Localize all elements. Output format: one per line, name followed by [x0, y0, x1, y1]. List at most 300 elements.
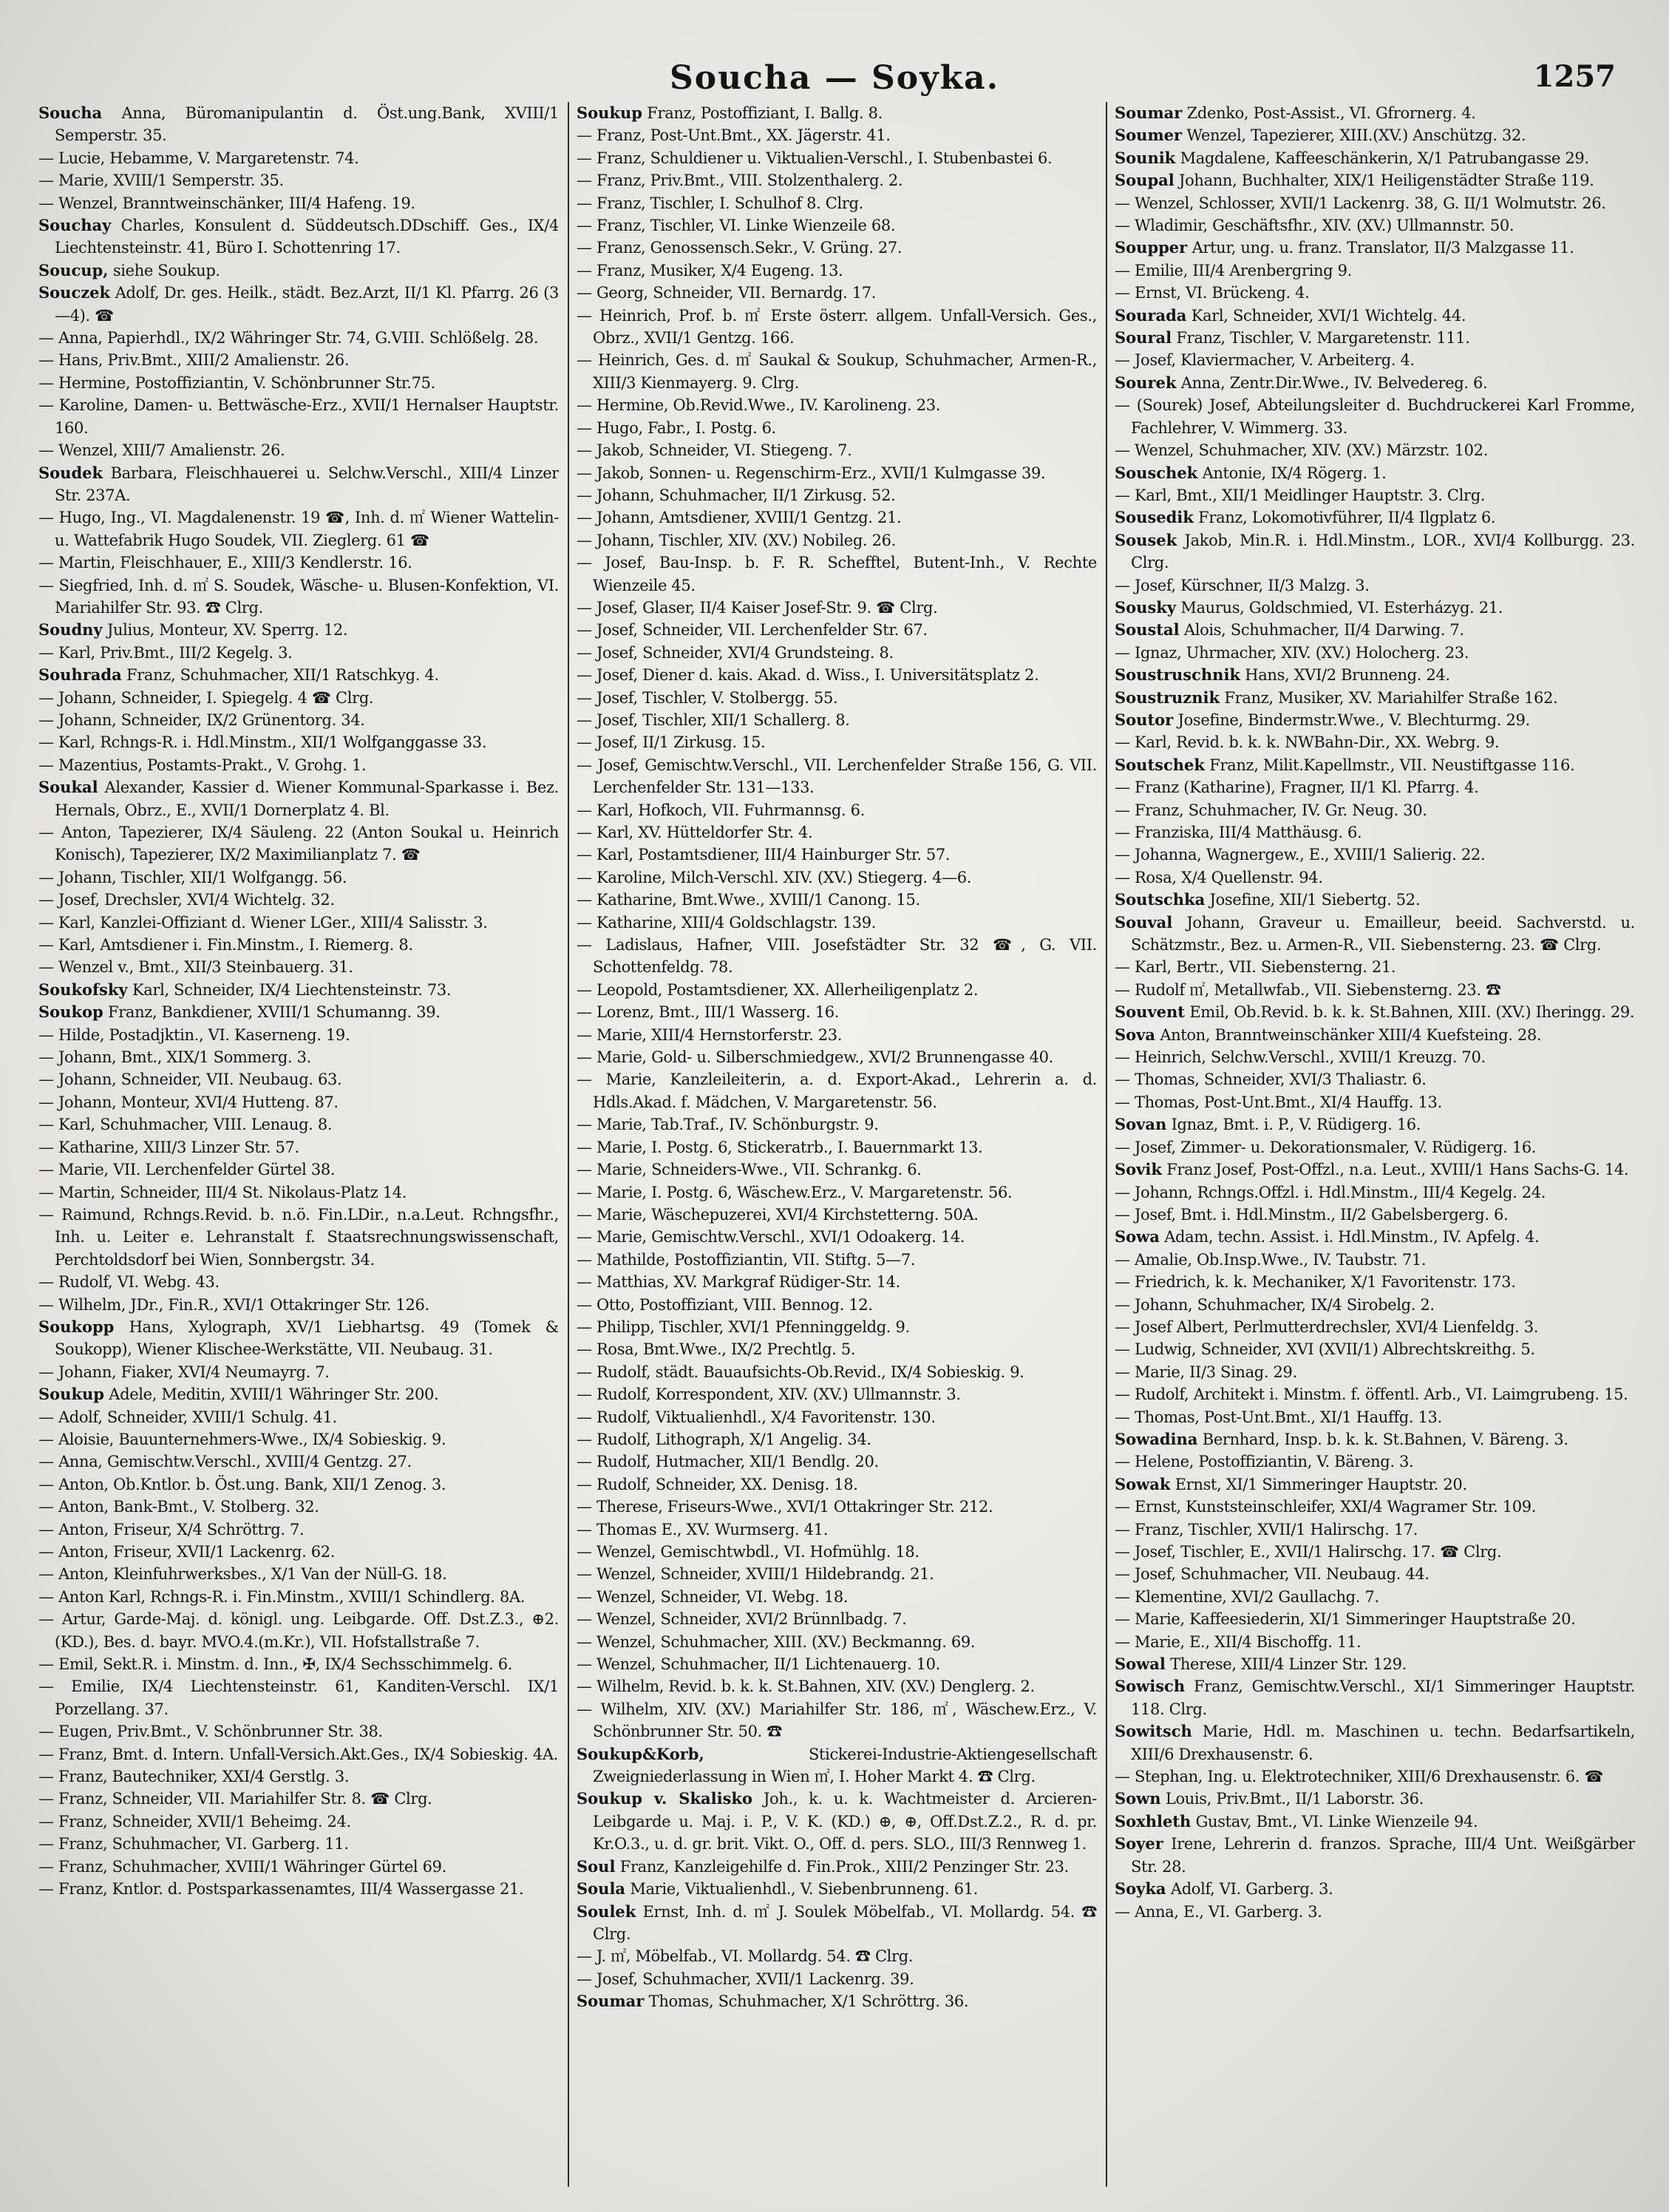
- directory-entry: [1115, 1136, 1635, 1158]
- directory-entry: [577, 1856, 1097, 1878]
- entry-details: — Franz, Schuhmacher, IV. Gr. Neug. 30.: [1115, 801, 1427, 819]
- entry-details: — Anton, Kleinfuhrwerksbes., X/1 Van der Nüll-G. 18.: [38, 1565, 447, 1584]
- directory-entry: [38, 349, 559, 371]
- entry-details: — Aloisie, Bauunternehmers-Wwe., IX/4 Sobieskig. 9.: [38, 1430, 446, 1448]
- entry-details: — Johann, Schneider, IX/2 Grünentorg. 34.: [38, 710, 365, 729]
- entry-details: Adolf, VI. Garberg. 3.: [1170, 1880, 1333, 1899]
- entry-details: — Johann, Schuhmacher, IX/4 Sirobelg. 2.: [1115, 1295, 1435, 1314]
- entry-details: — Anton, Bank-Bmt., V. Stolberg. 32.: [38, 1498, 319, 1516]
- directory-entry: [1115, 1653, 1635, 1675]
- directory-entry: [1115, 1113, 1635, 1136]
- page-number: 1257: [1533, 59, 1616, 94]
- entry-details: Franz, Kanzleigehilfe d. Fin.Prok., XIII/2 Penzinger Str. 23.: [619, 1857, 1069, 1876]
- directory-entry: [38, 1181, 559, 1204]
- entry-details: Therese, XIII/4 Linzer Str. 129.: [1170, 1655, 1407, 1674]
- directory-entry: [38, 1024, 559, 1046]
- directory-entry: [577, 1541, 1097, 1563]
- directory-entry: [38, 1653, 559, 1675]
- entry-details: Hans, Xylograph, XV/1 Liebhartsg. 49 (Tomek & Soukopp), Wiener Klischee-Werkstätte, VII. Neubaug. 31.: [55, 1317, 559, 1359]
- directory-entry: [577, 305, 1097, 350]
- directory-entry: [577, 1608, 1097, 1630]
- entry-details: — Lorenz, Bmt., III/1 Wasserg. 16.: [577, 1003, 840, 1022]
- entry-surname: Soul: [577, 1856, 616, 1876]
- entry-surname: Soyka: [1115, 1879, 1166, 1899]
- directory-entry: [38, 372, 559, 394]
- directory-entry: [1115, 1473, 1635, 1496]
- entry-surname: Sowadina: [1115, 1429, 1198, 1448]
- entry-details: — Franz, Priv.Bmt., VIII. Stolzenthalerg. 2.: [577, 172, 903, 190]
- entry-details: — Johann, Fiaker, XVI/4 Neumayrg. 7.: [38, 1363, 330, 1381]
- entry-details: — Anton Karl, Rchngs-R. i. Fin.Minstm., XVIII/1 Schindlerg. 8A.: [38, 1587, 526, 1606]
- directory-entry: [1115, 1788, 1635, 1810]
- directory-entry: [577, 1383, 1097, 1405]
- entry-details: — Josef, Tischler, E., XVII/1 Halirschg. 17. ☎ Clrg.: [1115, 1543, 1502, 1561]
- directory-entry: [577, 349, 1097, 394]
- entry-surname: Soupal: [1115, 171, 1175, 190]
- entry-details: — Eugen, Priv.Bmt., V. Schönbrunner Str. 38.: [38, 1723, 383, 1741]
- directory-entry: [38, 1113, 559, 1136]
- directory-entry: [38, 866, 559, 889]
- entry-surname: Sowal: [1115, 1655, 1166, 1674]
- directory-entry: [577, 1068, 1097, 1113]
- entry-details: — Franz, Bautechniker, XXI/4 Gerstlg. 3.: [38, 1768, 350, 1786]
- directory-entry: [38, 1811, 559, 1833]
- entry-details: Karl, Schneider, XVI/1 Wichtelg. 44.: [1191, 306, 1466, 325]
- entry-details: — Rudolf, Korrespondent, XIV. (XV.) Ullmannstr. 3.: [577, 1385, 961, 1404]
- entry-surname: Sousky: [1115, 597, 1177, 617]
- directory-entry: [577, 1990, 1097, 2012]
- directory-entry: [1115, 1675, 1635, 1720]
- entry-details: — Heinrich, Ges. d. ㎡ Saukal & Soukup, Schuhmacher, Armen-R., XIII/3 Kienmayerg. 9. Clrg.: [577, 351, 1097, 392]
- entry-details: — Hugo, Ing., VI. Magdalenenstr. 19 ☎, Inh. d. ㎡ Wiener Wattelin- u. Wattefabrik Hugo Soudek, VII. Zieglerg. 61 ☎: [38, 509, 559, 549]
- entry-surname: Souchay: [38, 216, 112, 235]
- entry-details: Gustav, Bmt., VI. Linke Wienzeile 94.: [1195, 1812, 1478, 1831]
- directory-entry: [1115, 1720, 1635, 1765]
- entry-details: — Anna, E., VI. Garberg. 3.: [1115, 1902, 1322, 1921]
- entry-details: — Jakob, Schneider, VI. Stiegeng. 7.: [577, 441, 852, 460]
- directory-entry: [1115, 1204, 1635, 1226]
- directory-entry: [577, 1563, 1097, 1585]
- directory-entry: [577, 1945, 1097, 1967]
- entry-details: — Karl, Kanzlei-Offiziant d. Wiener LGer., XIII/4 Salisstr. 3.: [38, 913, 488, 932]
- directory-entry: [577, 1473, 1097, 1496]
- directory-entry: [38, 1541, 559, 1563]
- entry-details: — Karl, Revid. b. k. k. NWBahn-Dir., XX. Webrg. 9.: [1115, 733, 1500, 752]
- entry-details: — Marie, Schneiders-Wwe., VII. Schrankg. 6.: [577, 1161, 922, 1179]
- directory-entry: [38, 102, 559, 147]
- entry-details: — Marie, XVIII/1 Semperstr. 35.: [38, 172, 284, 190]
- directory-entry: [38, 912, 559, 934]
- directory-entry: [577, 484, 1097, 506]
- entry-surname: Soukopp: [38, 1317, 115, 1336]
- directory-entry: [577, 1158, 1097, 1181]
- directory-entry: [38, 552, 559, 574]
- entry-details: — Franz, Musiker, X/4 Eugeng. 13.: [577, 261, 843, 279]
- directory-entry: [1115, 192, 1635, 214]
- entry-details: — Johann, Rchngs.Offzl. i. Hdl.Minstm., III/4 Kegelg. 24.: [1115, 1183, 1546, 1201]
- entry-details: siehe Soukup.: [112, 261, 220, 279]
- entry-details: — Ludwig, Schneider, XVI (XVII/1) Albrechtskreithg. 5.: [1115, 1340, 1535, 1359]
- directory-entry: [577, 1271, 1097, 1293]
- entry-details: — Josef, Gemischtw.Verschl., VII. Lerchenfelder Straße 156, G. VII. Lerchenfelder Str. 131—133.: [577, 756, 1097, 797]
- entry-details: — Wenzel v., Bmt., XII/3 Steinbauerg. 31.: [38, 958, 353, 977]
- directory-entry: [38, 664, 559, 686]
- entry-details: — Amalie, Ob.Insp.Wwe., IV. Taubstr. 71.: [1115, 1250, 1427, 1269]
- directory-entry: [1115, 1406, 1635, 1428]
- entry-surname: Soucup,: [38, 260, 109, 279]
- entry-surname: Sowa: [1115, 1227, 1160, 1246]
- directory-entry: [1115, 1811, 1635, 1833]
- directory-entry: [577, 731, 1097, 753]
- entry-details: — Karl, Bmt., XII/1 Meidlinger Hauptstr. 3. Clrg.: [1115, 486, 1486, 504]
- entry-surname: Souhrada: [38, 665, 122, 685]
- directory-entry: [577, 1181, 1097, 1204]
- entry-details: Franz, Tischler, V. Margaretenstr. 111.: [1176, 329, 1470, 347]
- entry-surname: Soukup&Korb,: [577, 1744, 704, 1763]
- entry-details: — Marie, Gold- u. Silberschmiedgew., XVI/2 Brunnengasse 40.: [577, 1048, 1054, 1067]
- directory-entry: [577, 1001, 1097, 1023]
- entry-details: — Matthias, XV. Markgraf Rüdiger-Str. 14.: [577, 1273, 900, 1292]
- entry-details: — Wenzel, Schuhmacher, XIII. (XV.) Beckmanng. 69.: [577, 1632, 976, 1651]
- directory-entry: [1115, 979, 1635, 1001]
- entry-details: — Wenzel, Gemischtwbdl., VI. Hofmühlg. 18.: [577, 1543, 920, 1561]
- entry-details: — Leopold, Postamtsdiener, XX. Allerheiligenplatz 2.: [577, 980, 979, 999]
- page-header: [44, 49, 1625, 101]
- directory-entry: [38, 1496, 559, 1518]
- directory-entry: [577, 552, 1097, 597]
- entry-details: Hans, XVI/2 Brunneng. 24.: [1245, 666, 1450, 685]
- directory-entry: [577, 506, 1097, 529]
- entry-details: — Siegfried, Inh. d. ㎡ S. Soudek, Wäsche- u. Blusen-Konfektion, VI. Mariahilfer Str. 93. ☎ Clrg.: [38, 576, 559, 617]
- entry-details: — Karoline, Damen- u. Bettwäsche-Erz., XVII/1 Hernalser Hauptstr. 160.: [38, 396, 559, 437]
- entry-details: Karl, Schneider, IX/4 Liechtensteinstr. 73.: [132, 980, 452, 999]
- directory-entry: [38, 1136, 559, 1158]
- directory-entry: [577, 1675, 1097, 1697]
- entry-details: — Wladimir, Geschäftsfhr., XIV. (XV.) Ullmannstr. 50.: [1115, 217, 1515, 235]
- entry-details: — Franz, Tischler, XVII/1 Halirschg. 17.: [1115, 1520, 1418, 1538]
- entry-details: — Artur, Garde-Maj. d. königl. ung. Leibgarde. Off. Dst.Z.3., ⊕2.(KD.), Bes. d. bayr. MVO.4.(m.Kr.), VII. Hofstallstraße 7.: [38, 1610, 559, 1651]
- entry-details: Ernst, XI/1 Simmeringer Hauptstr. 20.: [1175, 1475, 1467, 1493]
- directory-entry: [1115, 1068, 1635, 1090]
- entry-details: — Johann, Monteur, XVI/4 Hutteng. 87.: [38, 1093, 339, 1111]
- entry-details: — Johann, Tischler, XII/1 Wolfgangg. 56.: [38, 868, 347, 886]
- entry-surname: Soumer: [1115, 126, 1183, 145]
- entry-details: — Franz, Genossensch.Sekr., V. Grüng. 27.: [577, 239, 903, 257]
- directory-entry: [1115, 1316, 1635, 1338]
- entry-details: Alexander, Kassier d. Wiener Kommunal-Sparkasse i. Bez. Hernals, Obrz., E., XVII/1 Dornerplatz 4. Bl.: [55, 778, 559, 819]
- entry-details: — Marie, I. Postg. 6, Stickeratrb., I. Bauernmarkt 13.: [577, 1138, 983, 1156]
- directory-entry: [1115, 776, 1635, 798]
- entry-details: — Therese, Friseurs-Wwe., XVI/1 Ottakringer Str. 212.: [577, 1498, 993, 1516]
- entry-details: — Johann, Schneider, VII. Neubaug. 63.: [38, 1071, 342, 1089]
- entry-details: — Anton, Friseur, X/4 Schröttrg. 7.: [38, 1520, 305, 1538]
- entry-details: — Marie, Kanzleileiterin, a. d. Export-Akad., Lehrerin a. d. Hdls.Akad. f. Mädchen, V. Margaretenstr. 56.: [577, 1071, 1097, 1111]
- entry-details: Barbara, Fleischhauerei u. Selchw.Verschl., XIII/4 Linzer Str. 237A.: [55, 464, 559, 504]
- directory-entry: [38, 169, 559, 191]
- entry-details: Artur, ung. u. franz. Translator, II/3 Malzgasse 11.: [1192, 239, 1574, 257]
- entry-surname: Soudek: [38, 463, 103, 482]
- directory-entry: [38, 1473, 559, 1496]
- directory-entry: [1115, 327, 1635, 349]
- directory-entry: [38, 731, 559, 753]
- directory-entry: [577, 169, 1097, 191]
- directory-entry: [1115, 619, 1635, 641]
- entry-details: Jakob, Min.R. i. Hdl.Minstm., LOR., XVI/4 Kollburgg. 23. Clrg.: [1131, 531, 1635, 572]
- directory-entry: [577, 147, 1097, 169]
- directory-entry: [38, 1563, 559, 1585]
- directory-entry: [38, 1675, 559, 1720]
- directory-entry: [1115, 956, 1635, 978]
- directory-entry: [1115, 1226, 1635, 1248]
- directory-entry: [577, 1316, 1097, 1338]
- entry-surname: Sovik: [1115, 1160, 1162, 1179]
- directory-entry: [1115, 439, 1635, 461]
- entry-details: — Ernst, Kunststeinschleifer, XXI/4 Wagramer Str. 109.: [1115, 1498, 1537, 1516]
- entry-details: — Georg, Schneider, VII. Bernardg. 17.: [577, 284, 877, 302]
- entry-surname: Soural: [1115, 328, 1172, 347]
- entry-surname: Souczek: [38, 283, 111, 302]
- entry-details: — Marie, I. Postg. 6, Wäschew.Erz., V. Margaretenstr. 56.: [577, 1183, 1013, 1201]
- entry-details: — Rudolf, Hutmacher, XII/1 Bendlg. 20.: [577, 1453, 879, 1471]
- entry-details: Franz, Schuhmacher, XII/1 Ratschkyg. 4.: [126, 666, 439, 685]
- entry-details: — Josef, Schuhmacher, XVII/1 Lackenrg. 39.: [577, 1970, 914, 1988]
- directory-entry: [1115, 664, 1635, 686]
- entry-details: — Wenzel, Schneider, XVI/2 Brünnlbadg. 7.: [577, 1610, 907, 1629]
- directory-entry: [1115, 1541, 1635, 1563]
- directory-entry: [1115, 574, 1635, 597]
- directory-entry: [1115, 1608, 1635, 1630]
- entry-surname: Sowak: [1115, 1474, 1171, 1493]
- directory-entry: [1115, 169, 1635, 191]
- directory-entry: [577, 1046, 1097, 1068]
- entry-details: — Rudolf, städt. Bauaufsichts-Ob.Revid., IX/4 Sobieskig. 9.: [577, 1363, 1024, 1381]
- column-right: [1106, 102, 1635, 2187]
- directory-entry: [38, 1361, 559, 1383]
- directory-entry: [577, 439, 1097, 461]
- directory-entry: [577, 1653, 1097, 1675]
- entry-details: — Thomas, Schneider, XVI/3 Thaliastr. 6.: [1115, 1071, 1427, 1089]
- entry-details: — Otto, Postoffiziant, VIII. Bennog. 12.: [577, 1295, 873, 1314]
- entry-details: — Josef, II/1 Zirkusg. 15.: [577, 733, 766, 752]
- directory-entry: [38, 1068, 559, 1090]
- directory-entry: [1115, 1294, 1635, 1316]
- directory-entry: [38, 1519, 559, 1541]
- entry-details: Wenzel, Tapezierer, XIII.(XV.) Anschützg. 32.: [1186, 126, 1526, 145]
- entry-surname: Soukal: [38, 778, 98, 797]
- directory-entry: [577, 1901, 1097, 1946]
- directory-entry: [577, 1113, 1097, 1136]
- entry-details: — Friedrich, k. k. Mechaniker, X/1 Favoritenstr. 173.: [1115, 1273, 1516, 1292]
- entry-details: — Marie, XIII/4 Hernstorferstr. 23.: [577, 1025, 843, 1044]
- entry-details: — Johann, Bmt., XIX/1 Sommerg. 3.: [38, 1048, 311, 1067]
- entry-surname: Sowisch: [1115, 1677, 1186, 1696]
- directory-entry: [38, 506, 559, 552]
- directory-entry: [38, 1428, 559, 1451]
- entry-details: — Rudolf ㎡, Metallwfab., VII. Siebensterng. 23. ☎: [1115, 980, 1501, 999]
- entry-details: — Marie, Wäschepuzerei, XVI/4 Kirchstetterng. 50A.: [577, 1205, 979, 1224]
- entry-details: — Franz, Schuhmacher, VI. Garberg. 11.: [38, 1835, 349, 1853]
- directory-entry: [577, 754, 1097, 799]
- directory-entry: [577, 237, 1097, 259]
- directory-entry: [1115, 1765, 1635, 1788]
- entry-details: — Josef, Glaser, II/4 Kaiser Josef-Str. 9. ☎ Clrg.: [577, 598, 938, 617]
- entry-details: — Marie, Gemischtw.Verschl., XVI/1 Odoakerg. 14.: [577, 1228, 965, 1246]
- entry-surname: Sourada: [1115, 305, 1187, 325]
- entry-details: — Stephan, Ing. u. Elektrotechniker, XIII/6 Drexhausenstr. 6. ☎: [1115, 1768, 1604, 1786]
- entry-surname: Sowitsch: [1115, 1722, 1192, 1741]
- directory-entry: [1115, 1586, 1635, 1608]
- entry-surname: Soustal: [1115, 620, 1180, 639]
- directory-entry: [1115, 305, 1635, 327]
- entry-details: — Katharine, Bmt.Wwe., XVIII/1 Canong. 15.: [577, 891, 920, 909]
- entry-details: Ignaz, Bmt. i. P., V. Rüdigerg. 16.: [1171, 1116, 1421, 1134]
- entry-details: Anton, Branntweinschänker XIII/4 Kuefsteing. 28.: [1160, 1025, 1542, 1044]
- directory-entry: [577, 1968, 1097, 1990]
- entry-details: — Emil, Sekt.R. i. Minstm. d. Inn., ✠, IX/4 Sechsschimmelg. 6.: [38, 1655, 513, 1674]
- directory-entry: [38, 754, 559, 776]
- directory-entry: [1115, 799, 1635, 821]
- directory-entry: [577, 102, 1097, 124]
- entry-details: — Karl, Priv.Bmt., III/2 Kegelg. 3.: [38, 643, 293, 662]
- directory-entry: [1115, 529, 1635, 574]
- entry-details: — Hermine, Postoffiziantin, V. Schönbrunner Str.75.: [38, 373, 435, 392]
- entry-details: Stickerei-Industrie-Aktiengesellschaft Zweigniederlassung in Wien ㎡, I. Hoher Markt 4. ☎ Clrg.: [593, 1745, 1097, 1786]
- directory-entry: [577, 799, 1097, 821]
- entry-details: — Thomas, Post-Unt.Bmt., XI/1 Hauffg. 13.: [1115, 1408, 1442, 1426]
- directory-entry: [38, 1765, 559, 1788]
- entry-details: — Marie, Tab.Traf., IV. Schönburgstr. 9.: [577, 1116, 879, 1134]
- directory-entry: [577, 394, 1097, 416]
- directory-entry: [38, 394, 559, 439]
- entry-details: — Josef Albert, Perlmutterdrechsler, XVI/4 Lienfeldg. 3.: [1115, 1317, 1539, 1336]
- entry-details: — Franz (Katharine), Fragner, II/1 Kl. Pfarrg. 4.: [1115, 778, 1479, 797]
- entry-details: — Josef, Drechsler, XVI/4 Wichtelg. 32.: [38, 891, 335, 909]
- entry-details: Johann, Buchhalter, XIX/1 Heiligenstädter Straße 119.: [1179, 172, 1594, 190]
- directory-entry: [577, 1204, 1097, 1226]
- entry-surname: Sovan: [1115, 1115, 1167, 1134]
- entry-details: — Heinrich, Prof. b. ㎡ Erste österr. allgem. Unfall-Versich. Ges., Obrz., XVII/1 Gentzg. 166.: [577, 306, 1097, 347]
- directory-entry: [1115, 1249, 1635, 1271]
- entry-details: Emil, Ob.Revid. b. k. k. St.Bahnen, XIII. (XV.) Iheringg. 29.: [1189, 1003, 1635, 1022]
- directory-entry: [1115, 1631, 1635, 1653]
- directory-entry: [38, 1608, 559, 1653]
- entry-details: Irene, Lehrerin d. franzos. Sprache, III/4 Unt. Weißgärber Str. 28.: [1131, 1835, 1635, 1876]
- directory-entry: [38, 889, 559, 911]
- directory-entry: [577, 259, 1097, 282]
- entry-details: — Josef, Tischler, V. Stolbergg. 55.: [577, 688, 838, 707]
- directory-entry: [577, 1024, 1097, 1046]
- directory-entry: [38, 327, 559, 349]
- directory-entry: [38, 1158, 559, 1181]
- entry-details: — Franz, Tischler, VI. Linke Wienzeile 68.: [577, 217, 896, 235]
- entry-details: — Hilde, Postadjktin., VI. Kaserneng. 19.: [38, 1025, 350, 1044]
- directory-entry: [38, 934, 559, 956]
- entry-surname: Sounik: [1115, 148, 1176, 167]
- directory-entry: [577, 844, 1097, 866]
- directory-entry: [38, 1091, 559, 1113]
- directory-entry: [1115, 124, 1635, 146]
- directory-entry: [577, 1451, 1097, 1473]
- directory-entry: [1115, 1451, 1635, 1473]
- entry-surname: Soula: [577, 1879, 626, 1899]
- entry-details: — Wilhelm, JDr., Fin.R., XVI/1 Ottakringer Str. 126.: [38, 1295, 429, 1314]
- directory-entry: [38, 1451, 559, 1473]
- entry-details: Zdenko, Post-Assist., VI. Gfrornerg. 4.: [1186, 104, 1476, 122]
- directory-entry: [1115, 866, 1635, 889]
- directory-entry: [38, 776, 559, 821]
- directory-entry: [577, 597, 1097, 619]
- directory-entry: [38, 642, 559, 664]
- directory-entry: [577, 1406, 1097, 1428]
- entry-details: — Katharine, XIII/4 Goldschlagstr. 139.: [577, 913, 877, 932]
- directory-entry: [38, 1001, 559, 1023]
- entry-details: — Philipp, Tischler, XVI/1 Pfenninggeldg. 9.: [577, 1317, 910, 1336]
- entry-details: — Josef, Bmt. i. Hdl.Minstm., II/2 Gabelsbergerg. 6.: [1115, 1205, 1509, 1224]
- directory-entry: [38, 1406, 559, 1428]
- directory-entry: [1115, 349, 1635, 371]
- directory-entry: [38, 574, 559, 620]
- entry-details: Ernst, Inh. d. ㎡ J. Soulek Möbelfab., VI. Mollardg. 54. ☎ Clrg.: [593, 1902, 1097, 1943]
- entry-surname: Souval: [1115, 912, 1173, 932]
- entry-details: — Johann, Schneider, I. Spiegelg. 4 ☎ Clrg.: [38, 688, 374, 707]
- column-middle: [568, 102, 1097, 2187]
- directory-entry: [1115, 912, 1635, 957]
- directory-entry: [38, 619, 559, 641]
- directory-entry: [38, 214, 559, 259]
- entry-details: — Hans, Priv.Bmt., XIII/2 Amalienstr. 26.: [38, 351, 350, 370]
- directory-entry: [1115, 237, 1635, 259]
- directory-entry: [38, 821, 559, 866]
- directory-entry: [1115, 1024, 1635, 1046]
- entry-details: Maurus, Goldschmied, VI. Esterházyg. 21.: [1180, 598, 1503, 617]
- entry-details: — Marie, Kaffeesiederin, XI/1 Simmeringer Hauptstraße 20.: [1115, 1610, 1576, 1629]
- entry-details: Franz, Bankdiener, XVIII/1 Schumanng. 39.: [108, 1003, 441, 1022]
- directory-entry: [577, 642, 1097, 664]
- entry-details: Anna, Büromanipulantin d. Öst.ung.Bank, XVIII/1 Semperstr. 35.: [55, 104, 559, 145]
- directory-entry: [577, 1788, 1097, 1855]
- directory-entry: [38, 979, 559, 1001]
- entry-surname: Soustruschnik: [1115, 665, 1240, 685]
- entry-details: — Rudolf, VI. Webg. 43.: [38, 1273, 220, 1292]
- directory-entry: [1115, 1046, 1635, 1068]
- directory-entry: [38, 1204, 559, 1271]
- entry-details: — Martin, Schneider, III/4 St. Nikolaus-Platz 14.: [38, 1183, 407, 1201]
- directory-entry: [1115, 1833, 1635, 1878]
- directory-entry: [577, 214, 1097, 237]
- directory-entry: [1115, 687, 1635, 709]
- entry-details: — Thomas, Post-Unt.Bmt., XI/4 Hauffg. 13.: [1115, 1093, 1442, 1111]
- entry-details: Thomas, Schuhmacher, X/1 Schröttrg. 36.: [648, 1992, 969, 2011]
- entry-details: — Franz, Bmt. d. Intern. Unfall-Versich.Akt.Ges., IX/4 Sobieskig. 4A.: [38, 1745, 558, 1763]
- entry-details: — Hermine, Ob.Revid.Wwe., IV. Karolineng. 23.: [577, 396, 941, 415]
- entry-details: — Martin, Fleischhauer, E., XIII/3 Kendlerstr. 16.: [38, 554, 412, 572]
- directory-entry: [38, 1586, 559, 1608]
- directory-entry: [577, 1519, 1097, 1541]
- entry-details: — Karl, Amtsdiener i. Fin.Minstm., I. Riemerg. 8.: [38, 936, 413, 954]
- directory-entry: [1115, 1878, 1635, 1900]
- directory-entry: [577, 192, 1097, 214]
- directory-entry: [1115, 731, 1635, 753]
- entry-surname: Soutschka: [1115, 890, 1206, 909]
- entry-surname: Soupper: [1115, 238, 1188, 257]
- entry-details: — Helene, Postoffiziantin, V. Bäreng. 3.: [1115, 1453, 1414, 1471]
- entry-details: — Ladislaus, Hafner, VIII. Josefstädter Str. 32 ☎, G. VII. Schottenfeldg. 78.: [577, 936, 1097, 977]
- entry-details: — Wilhelm, XIV. (XV.) Mariahilfer Str. 186, ㎡, Wäschew.Erz., V. Schönbrunner Str. 50. ☎: [577, 1700, 1097, 1741]
- directory-entry: [577, 1226, 1097, 1248]
- directory-entry: [577, 821, 1097, 844]
- entry-details: Franz, Lokomotivführer, II/4 Ilgplatz 6.: [1198, 509, 1496, 527]
- entry-details: — Franz, Schneider, VII. Mariahilfer Str. 8. ☎ Clrg.: [38, 1790, 432, 1808]
